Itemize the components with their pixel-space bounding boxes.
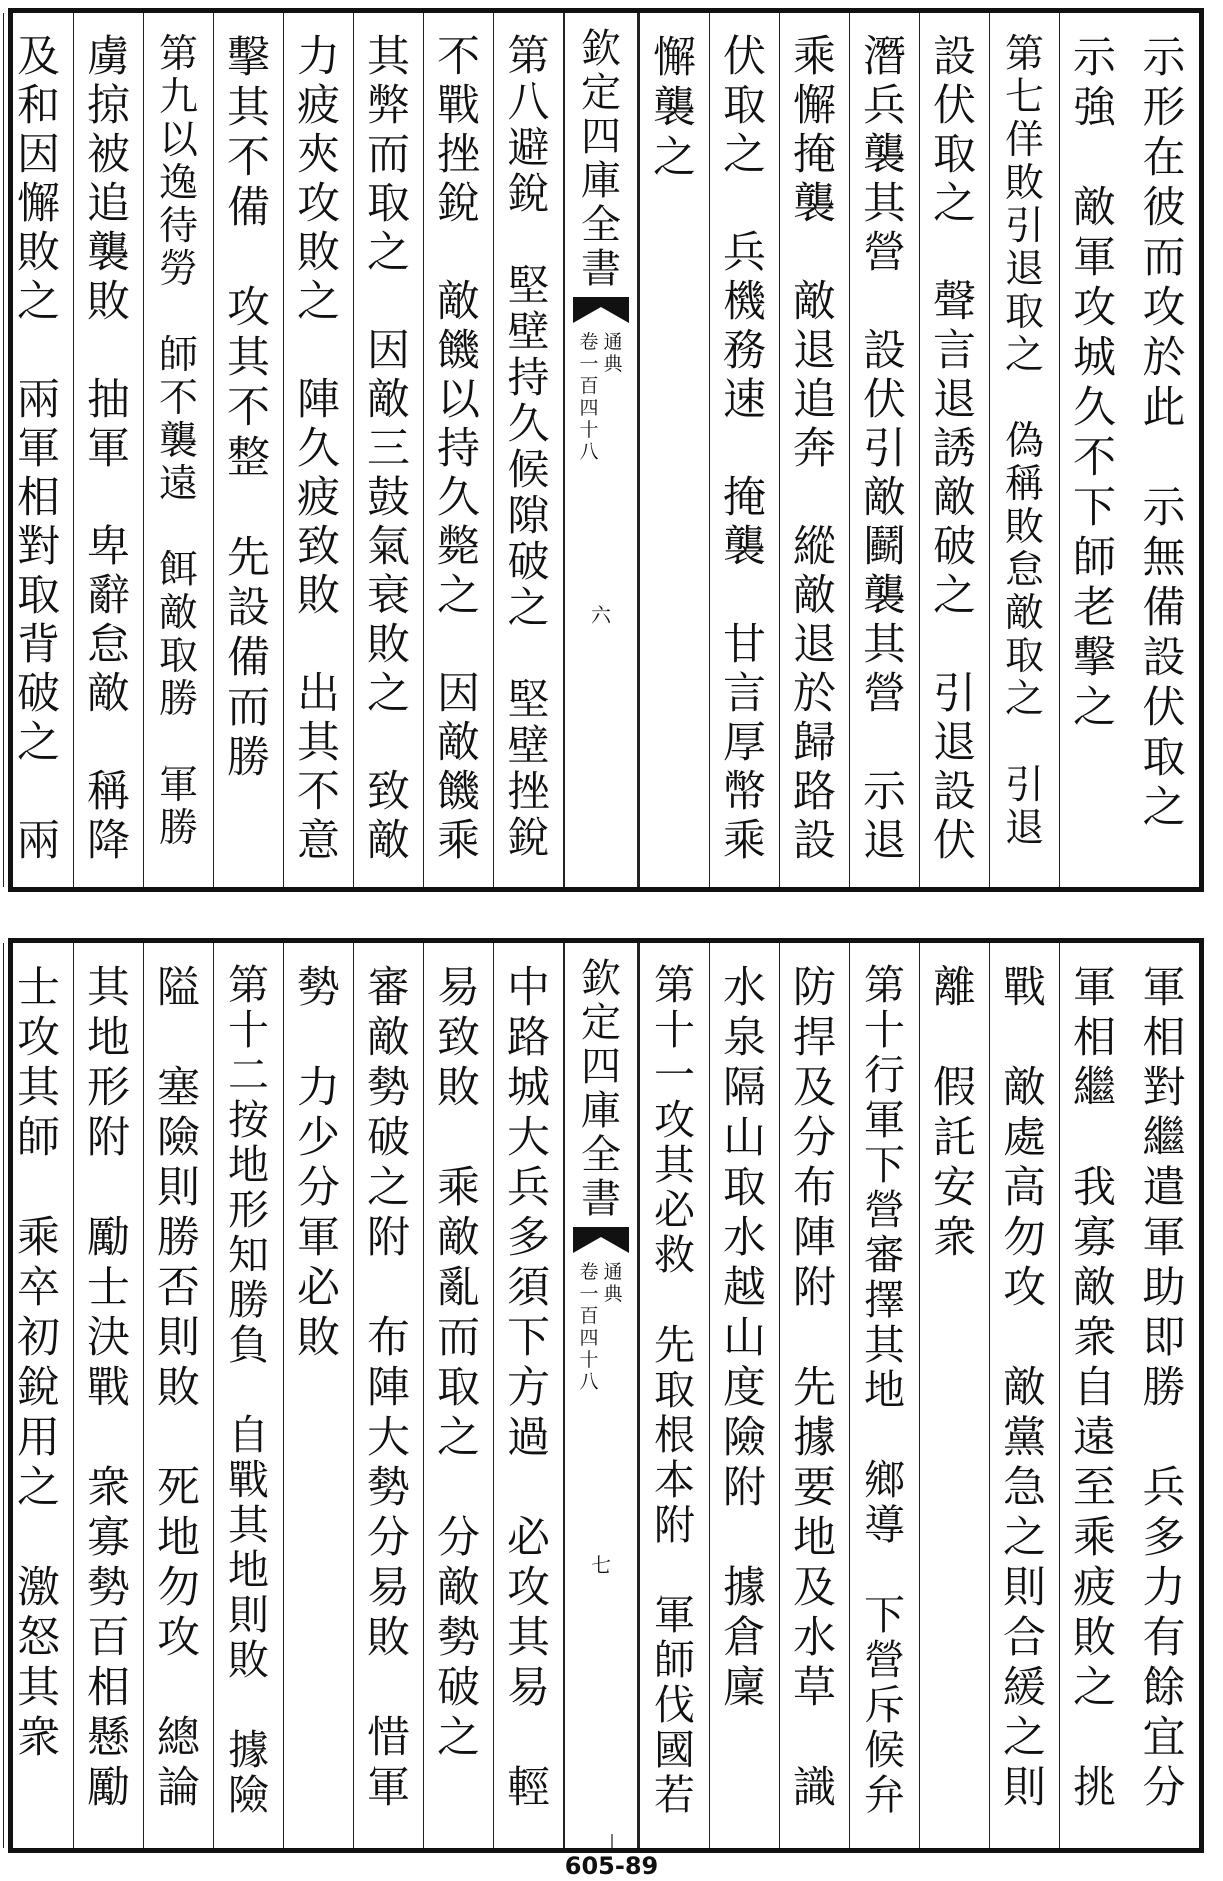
column-text: 第 八 避 銳 堅 壁 持 久 候 隙 破 之 堅 壁 挫 銳 xyxy=(507,31,550,862)
banner-page-number: 六 xyxy=(591,603,611,627)
column-text: 中 路 城 大 兵 多 須 下 方 過 必 攻 其 易 輕 xyxy=(507,963,550,1813)
column-text: 伏 取 之 兵 機 務 速 掩 襲 甘 言 厚 幣 乘 xyxy=(723,32,766,866)
column-text: 示 形 在 彼 而 攻 於 此 示 無 備 設 伏 取 之 xyxy=(1142,33,1186,833)
column-text: 離 假 託 安 衆 xyxy=(933,963,976,1263)
center-banner xyxy=(563,943,639,1848)
column-text: 軍 相 對 繼 遣 軍 助 即 勝 兵 多 力 有 餘 宜 分 xyxy=(1142,963,1186,1813)
banner-title: 欽 定 四 庫 全 書 xyxy=(581,956,621,1222)
column-text: 水 泉 隔 山 取 水 越 山 度 險 附 據 倉 廩 xyxy=(723,963,766,1713)
column-text: 防 捍 及 分 布 陣 附 先 據 要 地 及 水 草 識 xyxy=(793,963,836,1813)
text-column xyxy=(919,13,989,887)
text-column xyxy=(493,13,563,887)
footer-tick xyxy=(611,1834,613,1848)
column-text: 易 致 敗 乘 敵 亂 而 取 之 分 敵 勢 破 之 xyxy=(437,963,480,1763)
text-column xyxy=(423,13,493,887)
text-column xyxy=(849,943,919,1848)
column-text: 隘 塞 險 則 勝 否 則 敗 死 地 勿 攻 總 論 xyxy=(157,963,200,1813)
column-text: 勢 力 少 分 軍 必 敗 xyxy=(297,963,340,1363)
center-banner xyxy=(563,13,639,887)
text-column xyxy=(989,13,1059,887)
text-column xyxy=(919,943,989,1848)
text-column xyxy=(353,13,423,887)
column-text: 示 強 敵 軍 攻 城 久 不 下 師 老 擊 之 xyxy=(1073,33,1116,733)
text-column xyxy=(779,13,849,887)
column-text: 擊 其 不 備 攻 其 不 整 先 設 備 而 勝 xyxy=(227,33,270,783)
top-page xyxy=(8,8,1204,892)
text-column xyxy=(1059,943,1129,1848)
column-text: 戰 敵 處 高 勿 攻 敵 黨 急 之 則 合 緩 之 則 xyxy=(1003,963,1046,1813)
fish-tail-ornament-icon xyxy=(573,1227,629,1253)
column-text: 設 伏 取 之 聲 言 退 誘 敵 破 之 引 退 設 伏 xyxy=(933,32,976,866)
text-column xyxy=(143,13,213,887)
text-column xyxy=(1059,13,1129,887)
text-column xyxy=(3,13,73,887)
text-column xyxy=(989,943,1059,1848)
banner-title: 欽 定 四 庫 全 書 xyxy=(581,26,621,292)
banner-meta xyxy=(565,331,637,463)
text-column xyxy=(143,943,213,1848)
banner-source: 通 典 xyxy=(603,1261,623,1305)
text-column xyxy=(849,13,919,887)
column-text: 懈 襲 之 xyxy=(653,33,696,183)
column-text: 審 敵 勢 破 之 附 布 陣 大 勢 分 易 敗 惜 軍 xyxy=(367,963,410,1813)
column-text: 及 和 因 懈 敗 之 兩 軍 相 對 取 背 破 之 兩 xyxy=(17,32,60,866)
text-column xyxy=(709,943,779,1848)
column-text: 虜 掠 被 追 襲 敗 抽 軍 卑 辭 怠 敵 稱 降 xyxy=(87,32,130,866)
column-text: 軍 相 繼 我 寡 敵 衆 自 遠 至 乘 疲 敗 之 挑 xyxy=(1073,963,1116,1813)
banner-volume: 卷 一 百 四 十 八 xyxy=(579,331,599,463)
column-text: 士 攻 其 師 乘 卒 初 銳 用 之 激 怒 其 衆 xyxy=(17,963,60,1763)
banner-page-number: 七 xyxy=(591,1553,611,1577)
column-text: 不 戰 挫 銳 敵 饑 以 持 久 斃 之 因 敵 饑 乘 xyxy=(437,32,480,866)
text-column xyxy=(709,13,779,887)
fish-tail-ornament-icon xyxy=(573,297,629,323)
page-code: 605-89 xyxy=(564,1852,659,1880)
text-column xyxy=(423,943,493,1848)
text-column xyxy=(1129,13,1199,887)
text-column xyxy=(73,943,143,1848)
banner-volume: 卷 一 百 四 十 八 xyxy=(579,1261,599,1393)
banner-source: 通 典 xyxy=(603,331,623,375)
text-column xyxy=(1129,943,1199,1848)
column-text: 潛 兵 襲 其 營 設 伏 引 敵 鬬 襲 其 營 示 退 xyxy=(863,32,906,866)
column-text: 第 十 一 攻 其 必 救 先 取 根 本 附 軍 師 伐 國 若 xyxy=(654,961,695,1819)
column-text: 第 七 佯 敗 引 退 取 之 偽 稱 敗 怠 敵 取 之 引 退 xyxy=(1004,32,1044,851)
text-column xyxy=(493,943,563,1848)
column-text: 力 疲 夾 攻 敗 之 陣 久 疲 致 敗 出 其 不 意 xyxy=(297,32,340,866)
bottom-page xyxy=(8,938,1204,1853)
text-column xyxy=(213,943,283,1848)
text-column xyxy=(353,943,423,1848)
banner-meta xyxy=(565,1261,637,1393)
text-column xyxy=(73,13,143,887)
text-column xyxy=(779,943,849,1848)
text-column xyxy=(639,943,709,1848)
column-text: 第 十 二 按 地 形 知 勝 負 自 戰 其 地 則 敗 據 險 xyxy=(228,961,269,1819)
column-text: 乘 懈 掩 襲 敵 退 追 奔 縱 敵 退 於 歸 路 設 xyxy=(793,32,836,866)
text-column xyxy=(213,13,283,887)
text-column xyxy=(639,13,709,887)
column-text: 其 地 形 附 勵 士 決 戰 衆 寡 勢 百 相 懸 勵 xyxy=(87,963,130,1813)
text-column xyxy=(3,943,73,1848)
text-column xyxy=(283,13,353,887)
column-text: 其 弊 而 取 之 因 敵 三 鼓 氣 衰 敗 之 致 敵 xyxy=(367,32,410,866)
text-column xyxy=(283,943,353,1848)
column-text: 第 九 以 逸 待 勞 師 不 襲 遠 餌 敵 取 勝 軍 勝 xyxy=(158,32,198,851)
column-text: 第 十 行 軍 下 營 審 擇 其 地 鄉 導 下 營 斥 候 弁 xyxy=(864,961,905,1819)
